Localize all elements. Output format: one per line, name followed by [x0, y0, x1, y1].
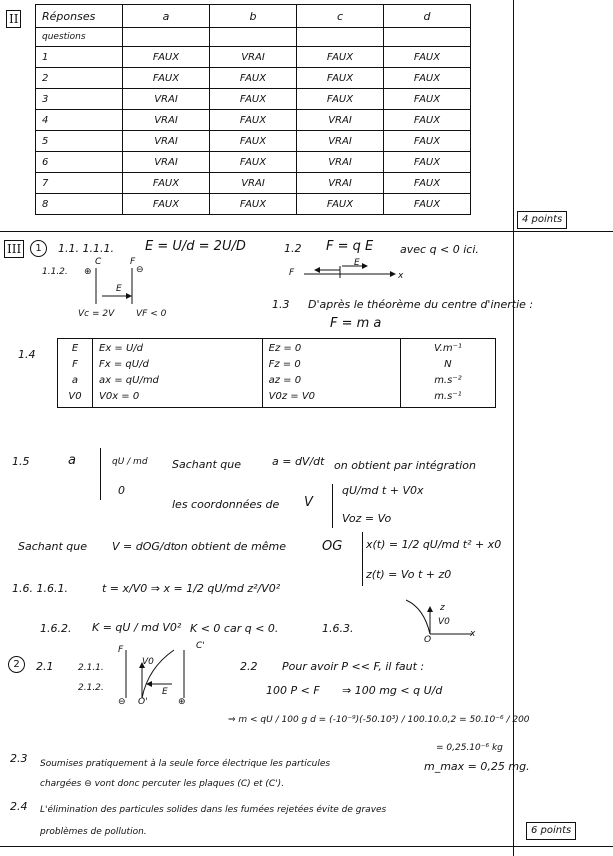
vector-names-column [58, 339, 93, 408]
q15-og-brace [362, 532, 363, 586]
section-ii-mark: II [6, 10, 21, 28]
q15-text4: Sachant que [18, 540, 87, 553]
q22-line2a: 100 P < F [266, 684, 320, 697]
q15-formula1: a = dV/dt [272, 455, 325, 468]
q111-label: 1.1. 1.1.1. [58, 242, 114, 255]
q22-line3: ⇒ m < qU / 100 g d = (-10⁻⁹)(-50.10³) / 100.10.0,2 = 50.10⁻⁶ / 200 [228, 715, 530, 725]
q23-text2: chargées ⊖ vont donc percuter les plaques (C) et (C'). [40, 779, 285, 789]
answer-cell: FAUX [210, 152, 297, 173]
q163-x: x [470, 629, 476, 639]
q112-c: C [95, 257, 102, 267]
vector-name: V0 [68, 391, 82, 402]
unit: N [444, 359, 452, 370]
z-components-column [262, 339, 400, 408]
answers-subheader-cell: questions [36, 28, 123, 47]
bottom-separator [0, 846, 613, 847]
answer-cell: VRAI [123, 152, 210, 173]
unit: m.s⁻² [434, 375, 462, 386]
part-2-marker: 2 [8, 656, 25, 673]
q21-label: 2.1 [36, 660, 54, 673]
q163-v0: V0 [438, 617, 450, 627]
answer-cell: VRAI [297, 152, 384, 173]
q15-v-vector: V [304, 495, 313, 510]
table-row [36, 131, 471, 152]
q112-vf: VF < 0 [136, 309, 167, 319]
q111-formula: E = U/d = 2U/D [145, 239, 246, 254]
q163-label: 1.6.3. [322, 622, 354, 635]
q15-a-brace [100, 448, 101, 500]
q15-og-z: z(t) = Vo t + z0 [366, 568, 452, 581]
table-row [36, 173, 471, 194]
question-number: 4 [36, 110, 123, 131]
q15-formula2: V = dOG/dt [112, 540, 175, 553]
q15-text5: on obtient de même [174, 540, 287, 553]
answer-cell: VRAI [123, 131, 210, 152]
q23-label: 2.3 [10, 752, 28, 765]
x-component: Fx = qU/d [99, 359, 149, 370]
table-row [36, 68, 471, 89]
q162-formula: K = qU / md V0² [92, 621, 182, 634]
q163-z: z [440, 603, 445, 613]
answer-cell: FAUX [210, 68, 297, 89]
answer-cell: FAUX [210, 131, 297, 152]
vector-components-table [57, 338, 496, 408]
q16-label: 1.6. 1.6.1. [12, 582, 68, 595]
x-component: Ex = U/d [99, 343, 144, 354]
q161-formula: t = x/V0 ⇒ x = 1/2 qU/md z²/V0² [102, 582, 281, 595]
table-row [36, 47, 471, 68]
q12-formula: F = q E [326, 239, 374, 254]
q162-label: 1.6.2. [40, 622, 72, 635]
q24-text2: problèmes de pollution. [40, 827, 147, 837]
answer-cell: FAUX [210, 194, 297, 215]
q15-a-vector: a [68, 453, 76, 468]
answer-cell: VRAI [297, 131, 384, 152]
q22-result2: m_max = 0,25 mg. [424, 760, 530, 773]
answers-table [35, 4, 471, 215]
q22-line2b: ⇒ 100 mg < q U/d [342, 684, 443, 697]
q112-label: 1.1.2. [42, 267, 68, 277]
question-number: 6 [36, 152, 123, 173]
answer-cell: FAUX [384, 47, 471, 68]
points-box-section-ii: 4 points [517, 211, 567, 229]
q112-vc: Vc = 2V [78, 309, 115, 319]
answer-cell: FAUX [384, 194, 471, 215]
section-iii-mark: III [4, 240, 24, 258]
right-margin-line [513, 0, 514, 856]
answer-cell: VRAI [297, 110, 384, 131]
q13-label: 1.3 [272, 298, 290, 311]
q15-v-brace [332, 484, 333, 528]
question-number: 7 [36, 173, 123, 194]
z-component: az = 0 [268, 375, 302, 386]
q22-label: 2.2 [240, 660, 258, 673]
answer-cell: FAUX [384, 173, 471, 194]
answer-cell: FAUX [297, 89, 384, 110]
vector-name: F [72, 359, 78, 370]
q21-f: F [118, 645, 124, 655]
q22-text: Pour avoir P << F, il faut : [282, 660, 425, 673]
q112-e: E [116, 284, 122, 294]
vector-name: a [71, 375, 79, 386]
answers-header-cell: b [210, 5, 297, 28]
q21-e: E [162, 687, 168, 697]
answer-cell: FAUX [123, 68, 210, 89]
answer-cell: FAUX [297, 194, 384, 215]
answer-cell: FAUX [123, 194, 210, 215]
vector-name: E [71, 343, 79, 354]
answer-cell: FAUX [384, 152, 471, 173]
q12-text: avec q < 0 ici. [400, 243, 479, 256]
answers-header-cell: a [123, 5, 210, 28]
answer-cell: FAUX [210, 110, 297, 131]
answers-subheader-row [36, 28, 471, 47]
q112-f: F [130, 257, 136, 267]
question-number: 3 [36, 89, 123, 110]
x-components-column [93, 339, 263, 408]
answer-cell: FAUX [297, 68, 384, 89]
q15-og-vector: OG [322, 539, 343, 554]
z-component: Ez = 0 [268, 343, 302, 354]
q21-c: C' [196, 641, 205, 651]
answer-cell: VRAI [123, 110, 210, 131]
q21-o: O' [138, 697, 148, 707]
question-number: 5 [36, 131, 123, 152]
q15-og-x: x(t) = 1/2 qU/md t² + x0 [366, 538, 502, 551]
question-number: 8 [36, 194, 123, 215]
units-column [400, 339, 495, 408]
part-1-marker: 1 [30, 240, 47, 257]
answer-cell: FAUX [384, 131, 471, 152]
answer-cell: FAUX [384, 68, 471, 89]
table-row [36, 152, 471, 173]
points-box-section-iii: 6 points [526, 822, 576, 840]
q15-a-z: 0 [118, 484, 125, 497]
answer-cell: VRAI [297, 173, 384, 194]
answers-header-cell: c [297, 5, 384, 28]
answer-cell: FAUX [210, 89, 297, 110]
q21-v0: V0 [142, 657, 154, 667]
table-row [36, 89, 471, 110]
unit: m.s⁻¹ [434, 391, 462, 402]
force-axis-diagram [300, 262, 400, 284]
answer-cell: FAUX [123, 47, 210, 68]
z-component: Fz = 0 [268, 359, 301, 370]
table-row [36, 194, 471, 215]
table-row [36, 110, 471, 131]
x-component: V0x = 0 [99, 391, 140, 402]
q211-label: 2.1.1. [78, 663, 104, 673]
unit: V.m⁻¹ [433, 343, 462, 354]
q15-label: 1.5 [12, 455, 30, 468]
section-separator [0, 231, 613, 232]
answer-cell: VRAI [210, 47, 297, 68]
q13-text: D'après le théorème du centre d'inertie : [308, 298, 534, 311]
q12-f: F [289, 268, 295, 278]
answer-cell: FAUX [384, 110, 471, 131]
q112-plus: ⊕ [84, 267, 92, 277]
q15-text1: Sachant que [172, 458, 241, 471]
q22-result1: = 0,25.10⁻⁶ kg [436, 743, 503, 753]
q21-minus: ⊖ [118, 697, 126, 707]
z-component: V0z = V0 [268, 391, 316, 402]
q23-text1: Soumises pratiquement à la seule force électrique les particules [40, 759, 331, 769]
q163-o: O [424, 635, 432, 645]
q24-text1: L'élimination des particules solides dans les fumées rejetées évite de graves [40, 805, 387, 815]
question-number: 1 [36, 47, 123, 68]
q162-cond: K < 0 car q < 0. [190, 622, 279, 635]
q15-text2: on obtient par intégration [334, 459, 476, 472]
answers-header-cell: Réponses [36, 5, 123, 28]
q15-text3: les coordonnées de [172, 498, 280, 511]
q12-x: x [398, 271, 404, 281]
q12-label: 1.2 [284, 242, 302, 255]
question-number: 2 [36, 68, 123, 89]
answer-cell: FAUX [123, 173, 210, 194]
answer-cell: VRAI [210, 173, 297, 194]
q15-a-x: qU / md [112, 457, 148, 467]
q24-label: 2.4 [10, 800, 28, 813]
deflection-sketch [114, 644, 204, 706]
answer-cell: VRAI [123, 89, 210, 110]
q12-e: E [354, 258, 360, 268]
q14-label: 1.4 [18, 348, 36, 361]
q15-v-x: qU/md t + V0x [342, 484, 424, 497]
answers-header-cell: d [384, 5, 471, 28]
q112-minus: ⊖ [136, 265, 144, 275]
q212-label: 2.1.2. [78, 683, 104, 693]
table-row [58, 339, 496, 408]
x-component: ax = qU/md [99, 375, 159, 386]
answer-cell: FAUX [297, 47, 384, 68]
answers-header-row [36, 5, 471, 28]
q13-formula: F = m a [330, 316, 382, 331]
q21-plus: ⊕ [178, 697, 186, 707]
q15-v-z: Voz = Vo [342, 512, 392, 525]
answer-cell: FAUX [384, 89, 471, 110]
